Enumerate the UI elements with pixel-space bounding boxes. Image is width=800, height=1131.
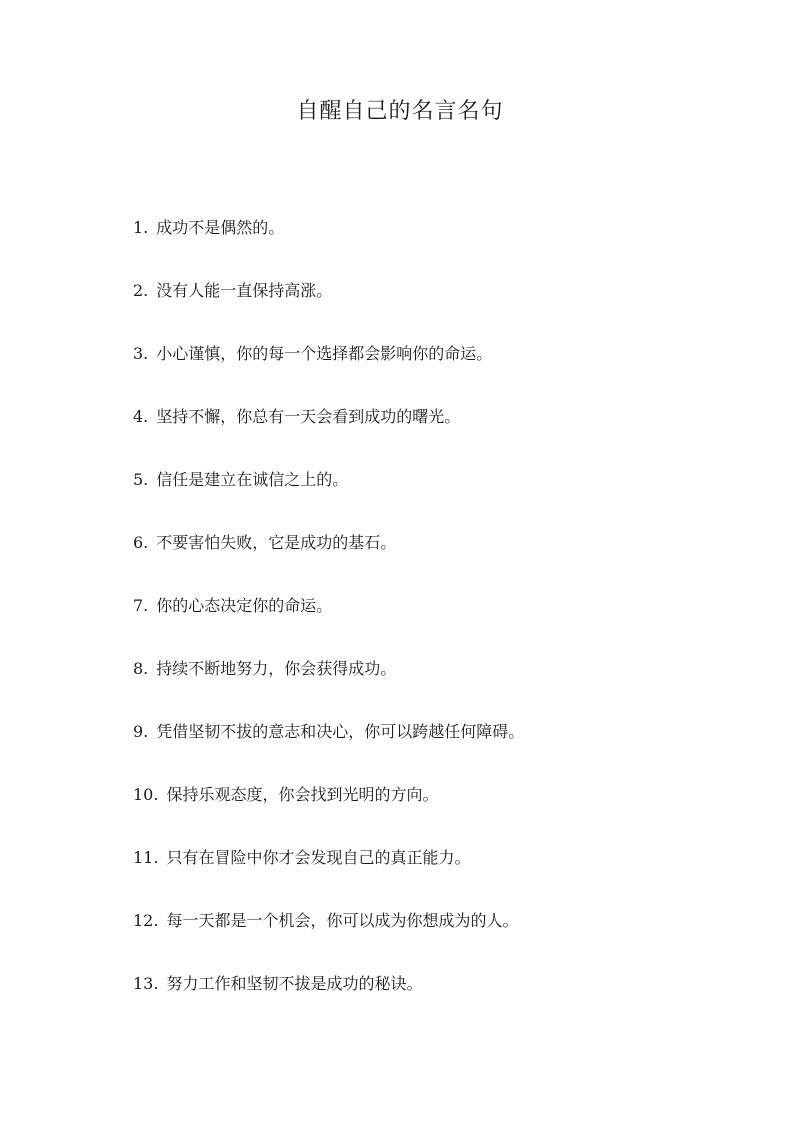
quote-text: 凭借坚韧不拔的意志和决心，你可以跨越任何障碍。 bbox=[156, 722, 525, 741]
quote-number: 1. bbox=[133, 218, 149, 237]
quote-number: 12. bbox=[133, 911, 159, 930]
quote-number: 9. bbox=[133, 722, 149, 741]
quote-number: 11. bbox=[133, 848, 159, 867]
list-item bbox=[133, 342, 753, 405]
quote-number: 6. bbox=[133, 533, 149, 552]
quote-number: 3. bbox=[133, 344, 149, 363]
quote-text: 不要害怕失败，它是成功的基石。 bbox=[156, 533, 397, 552]
quote-text: 只有在冒险中你才会发现自己的真正能力。 bbox=[166, 848, 471, 867]
list-item bbox=[133, 657, 753, 720]
document-title: 自醒自己的名言名句 bbox=[296, 99, 504, 124]
quote-text: 没有人能一直保持高涨。 bbox=[156, 281, 333, 300]
quote-text: 小心谨慎，你的每一个选择都会影响你的命运。 bbox=[156, 344, 493, 363]
list-item bbox=[133, 909, 753, 972]
quote-number: 7. bbox=[133, 596, 149, 615]
quote-number: 5. bbox=[133, 470, 149, 489]
quote-text: 持续不断地努力，你会获得成功。 bbox=[156, 659, 397, 678]
quote-list bbox=[133, 216, 753, 1035]
list-item bbox=[133, 405, 753, 468]
quote-text: 每一天都是一个机会，你可以成为你想成为的人。 bbox=[166, 911, 519, 930]
list-item bbox=[133, 972, 753, 1035]
quote-text: 成功不是偶然的。 bbox=[156, 218, 285, 237]
list-item bbox=[133, 720, 753, 783]
quote-text: 保持乐观态度，你会找到光明的方向。 bbox=[166, 785, 439, 804]
list-item bbox=[133, 468, 753, 531]
quote-number: 10. bbox=[133, 785, 159, 804]
quote-text: 信任是建立在诚信之上的。 bbox=[156, 470, 349, 489]
quote-text: 坚持不懈，你总有一天会看到成功的曙光。 bbox=[156, 407, 461, 426]
list-item bbox=[133, 846, 753, 909]
quote-number: 4. bbox=[133, 407, 149, 426]
list-item bbox=[133, 531, 753, 594]
list-item bbox=[133, 216, 753, 279]
list-item bbox=[133, 783, 753, 846]
list-item bbox=[133, 594, 753, 657]
quote-text: 你的心态决定你的命运。 bbox=[156, 596, 333, 615]
list-item bbox=[133, 279, 753, 342]
quote-number: 13. bbox=[133, 974, 159, 993]
quote-number: 8. bbox=[133, 659, 149, 678]
quote-number: 2. bbox=[133, 281, 149, 300]
quote-text: 努力工作和坚韧不拔是成功的秘诀。 bbox=[166, 974, 423, 993]
